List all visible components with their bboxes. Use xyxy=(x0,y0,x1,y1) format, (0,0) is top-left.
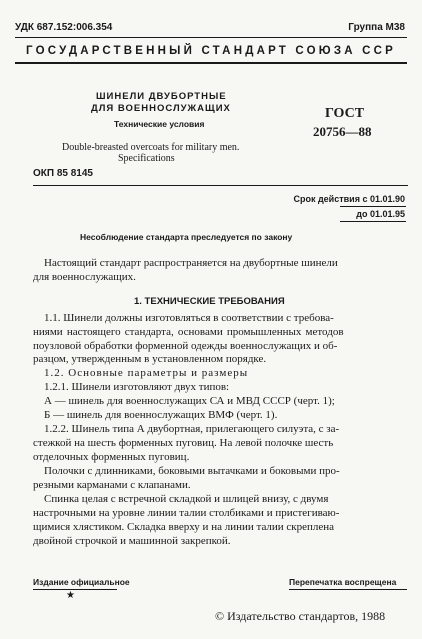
group-code: Группа М38 xyxy=(348,22,405,33)
star-icon: ★ xyxy=(66,590,75,601)
para-1-2-1: 1.2.1. Шинели изготовляют двух типов: xyxy=(44,381,230,393)
title-en-line1: Double-breasted overcoats for military men. xyxy=(62,142,240,153)
section-heading: 1. ТЕХНИЧЕСКИЕ ТРЕБОВАНИЯ xyxy=(134,296,285,307)
title-en-line2: Specifications xyxy=(118,153,175,164)
validity-underline-1 xyxy=(340,206,406,207)
header-bottom-rule xyxy=(15,62,407,64)
validity-underline-2 xyxy=(340,221,406,222)
official-underline xyxy=(33,589,117,590)
gost-label: ГОСТ xyxy=(325,106,365,121)
okp-code: ОКП 85 8145 xyxy=(33,168,93,179)
header-top-rule xyxy=(15,37,407,38)
para-back-line1: Спинка целая с встречной складкой и шлицей внизу, с двумя xyxy=(44,493,329,505)
para-type-a: А — шинель для военнослужащих СА и МВД СССР (черт. 1); xyxy=(44,395,335,407)
para-1-2-2-line2: стежкой на шесть форменных пуговиц. На левой полочке шесть xyxy=(33,437,334,449)
legal-notice: Несоблюдение стандарта преследуется по закону xyxy=(80,232,293,242)
gost-number: 20756—88 xyxy=(313,124,372,139)
title-ru-line1: ШИНЕЛИ ДВУБОРТНЫЕ xyxy=(96,91,227,102)
para-shelves-line2: резными карманами с клапанами. xyxy=(33,479,191,491)
reprint-prohibited: Перепечатка воспрещена xyxy=(289,577,397,587)
title-ru-line2: ДЛЯ ВОЕННОСЛУЖАЩИХ xyxy=(91,103,231,114)
validity-from: Срок действия с 01.01.90 xyxy=(293,194,405,204)
title-divider-rule xyxy=(33,185,408,186)
intro-line1: Настоящий стандарт распространяется на двубортные шинели xyxy=(44,257,338,269)
standard-title: ГОСУДАРСТВЕННЫЙ СТАНДАРТ СОЮЗА ССР xyxy=(26,45,397,57)
intro-line2: для военнослужащих. xyxy=(33,271,136,283)
para-1-1-line2: ниями настоящего стандарта, основами промышленных методов xyxy=(33,326,344,338)
para-1-1-line1: 1.1. Шинели должны изготовляться в соответствии с требова- xyxy=(44,312,334,324)
para-back-line4: двойной строчкой и машинной закрепкой. xyxy=(33,535,231,547)
para-back-line2: настрочными на уровне линии талии столбиками и пристегиваю- xyxy=(33,507,340,519)
para-type-b: Б — шинель для военнослужащих ВМФ (черт. 1). xyxy=(44,409,278,421)
para-1-2-2-line1: 1.2.2. Шинель типа А двубортная, прилегающего силуэта, с за- xyxy=(44,423,340,435)
reprint-underline xyxy=(289,589,407,590)
para-1-2-2-line3: отделочных форменных пуговиц. xyxy=(33,451,190,463)
para-shelves-line1: Полочки с длинниками, боковыми вытачками и боковыми про- xyxy=(44,465,340,477)
subtitle-ru: Технические условия xyxy=(114,119,205,129)
para-1-1-line3: поузловой обработки форменной одежды военнослужащих и об- xyxy=(33,340,338,352)
validity-to: до 01.01.95 xyxy=(356,209,405,219)
para-1-1-line4: разцом, утвержденным в установленном порядке. xyxy=(33,353,267,365)
para-back-line3: щимися хлястиком. Складка вверху и на линии талии скреплена xyxy=(33,521,335,533)
official-edition: Издание официальное xyxy=(33,577,130,587)
copyright-line: © Издательство стандартов, 1988 xyxy=(215,609,386,623)
para-1-2: 1.2. Основные параметры и размеры xyxy=(44,367,249,379)
udk-code: УДК 687.152:006.354 xyxy=(15,22,113,33)
